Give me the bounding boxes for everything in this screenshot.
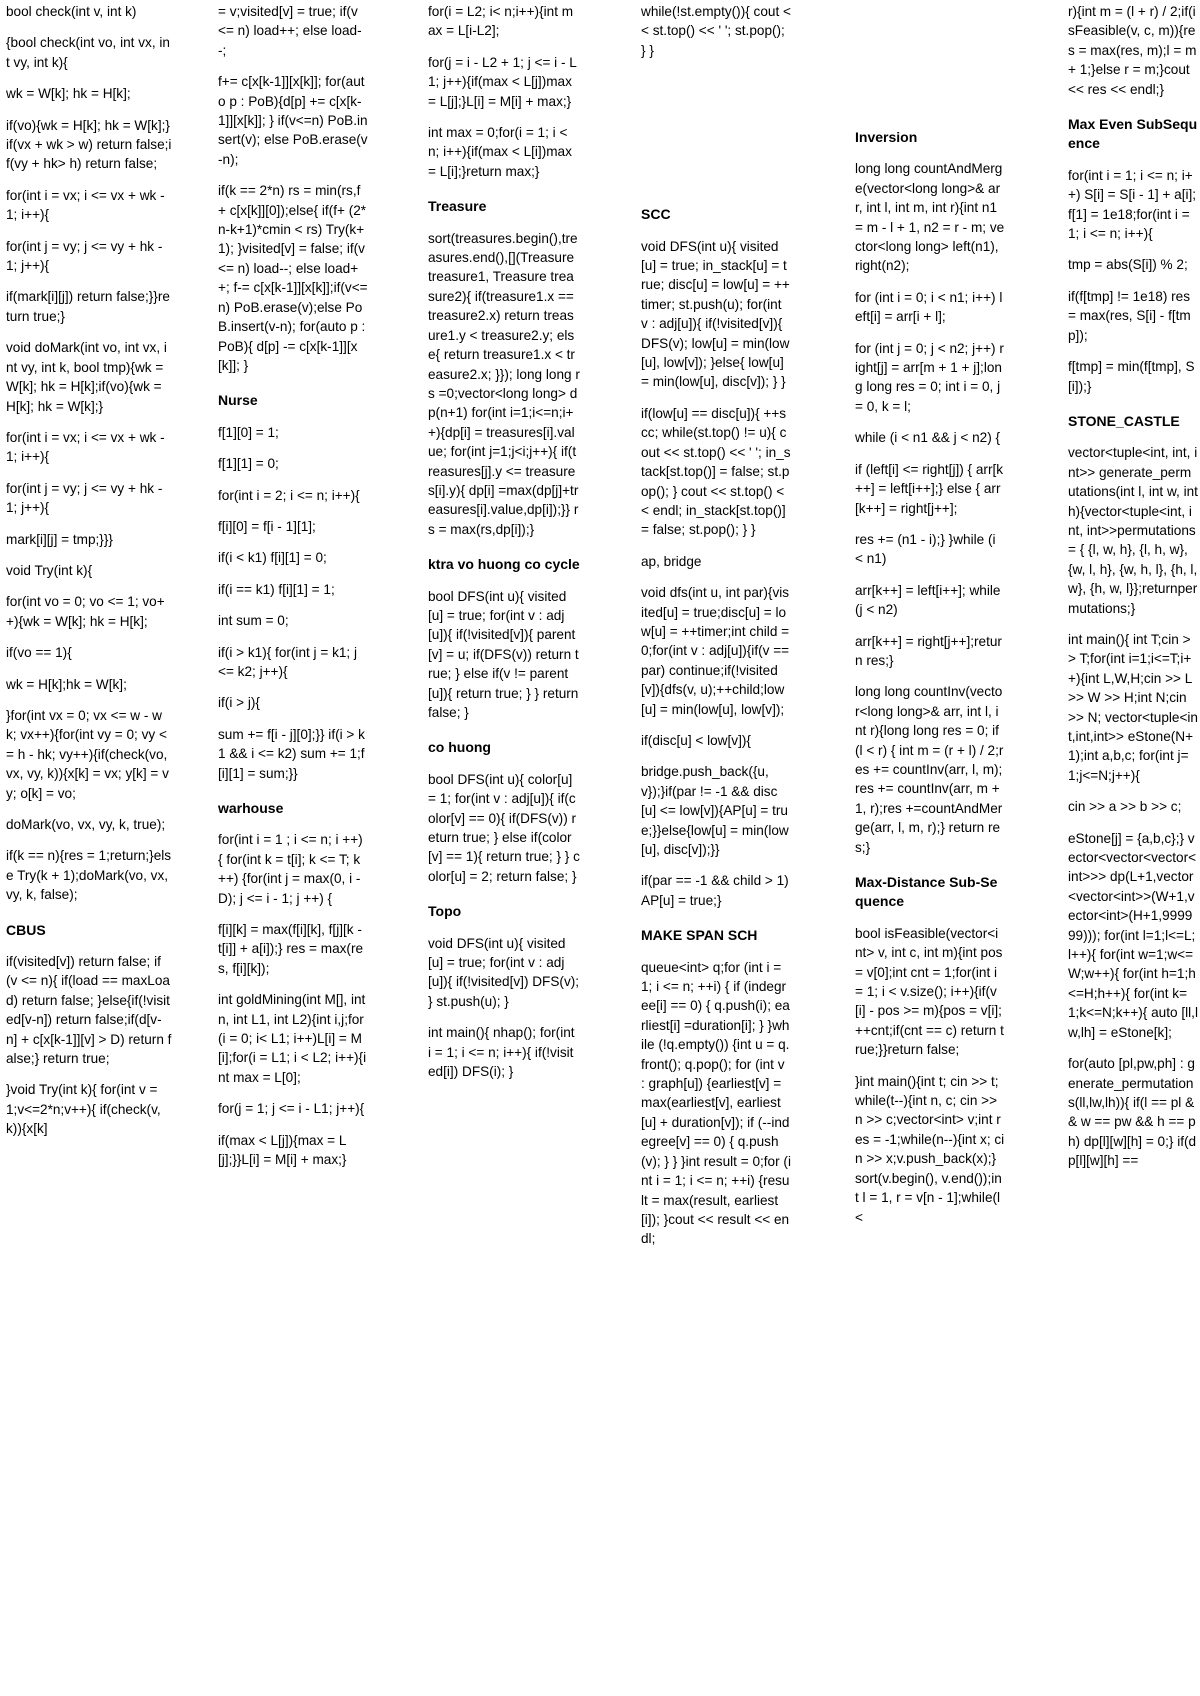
code-paragraph: sort(treasures.begin(),treasures.end(),[](Treasure treasure1, Treasure treasure2){ if(treasure1.x == treasure2.x) return treasure1.y < treasure2.y; else{ return treasure1.x < treasure2.x; }}); long long rs =0;vector<long long> dp(n+1) for(int i=1;i<=n;i++){dp[i] = treasures[i].value; for(int j=1;j<i;j++){ if(treasures[j].y <= treasures[i].y){ dp[i] =max(dp[j]+treasures[i].value,dp[i]);}} rs = max(rs,dp[i]);} [428,230,580,537]
code-paragraph: if(par == -1 && child > 1) AP[u] = true;} [641,873,789,908]
code-paragraph: wk = H[k];hk = W[k]; [6,676,127,692]
section-heading: SCC [641,206,671,223]
code-paragraph: int main(){ nhap(); for(int i = 1; i <= n; i++){ if(!visited[i]) DFS(i); } [428,1025,575,1080]
section-heading: Nurse [218,392,258,409]
section-heading: ktra vo huong co cycle [428,556,580,573]
section-heading: Inversion [855,129,918,145]
code-paragraph: void DFS(int u){ visited[u] = true; in_stack[u] = true; disc[u] = low[u] = ++timer; st.push(u); for(int v : adj[u]){ if(!visited[v]){ DFS(v); low[u] = min(low[u], low[v]); }else{ low[u] = min(low[u], disc[v]); } } [641,238,790,390]
code-paragraph: long long countInv(vector<long long>& arr, int l, int r){long long res = 0; if (l < r) { int m = (r + l) / 2;res += countInv(arr, l, m);res += countInv(arr, m + 1, r);res +=countAndMerge(arr, l, m, r);} return res;} [855,684,1004,855]
code-paragraph: if(i > k1){ for(int j = k1; j <= k2; j++){ [218,644,358,679]
code-paragraph: while (i < n1 && j < n2) { [855,430,1001,446]
code-paragraph: for(int vo = 0; vo <= 1; vo++){wk = W[k]; hk = H[k]; [6,594,165,629]
code-paragraph: for(int i = 2; i <= n; i++){ [218,487,360,503]
code-paragraph: while(!st.empty()){ cout << st.top() << ' '; st.pop(); } } [641,4,791,58]
code-paragraph: }void Try(int k){ for(int v = 1;v<=2*n;v++){ if(check(v,k)){x[k] [6,1082,161,1137]
code-paragraph: int main(){ int T;cin >> T;for(int i=1;i<=T;i++){int L,W,H;cin >> L >> W >> H;int N;cin >> N; vector<tuple<int,int,int>> eStone(N+1);int a,b,c; for(int j=1;j<=N;j++){ [1068,631,1198,783]
code-paragraph: tmp = abs(S[i]) % 2; [1068,257,1188,273]
code-paragraph: if(mark[i][j]) return false;}}return true;} [6,289,170,324]
code-paragraph: wk = W[k]; hk = H[k]; [6,86,131,102]
code-paragraph: bool isFeasible(vector<int> v, int c, int m){int pos = v[0];int cnt = 1;for(int i = 1; i < v.size(); i++){if(v[i] - pos >= m){pos = v[i];++cnt;if(cnt == c) return true;}}return false; [855,925,1004,1058]
code-paragraph: }int main(){int t; cin >> t;while(t--){int n, c; cin >> n >> c;vector<int> v;int res = -1;while(n--){int x; cin >> x;v.push_back(x);} sort(v.begin(), v.end());int l = 1, r = v[n - 1];while(l < [855,1073,1005,1225]
code-paragraph: bridge.push_back({u, v});}if(par != -1 && disc[u] <= low[v]){AP[u] = true;}}else{low[u] = min(low[u], disc[v]);}} [641,764,789,857]
code-paragraph: for(int i = vx; i <= vx + wk - 1; i++){ [6,187,165,223]
code-paragraph: int sum = 0; [218,613,289,629]
code-paragraph: arr[k++] = left[i++]; while (j < n2) [855,582,1001,618]
code-paragraph: for(j = i - L2 + 1; j <= i - L1; j++){if(max < L[j])max = L[j];}L[i] = M[i] + max;} [428,54,577,109]
column-1 [6,2,172,1696]
code-paragraph: r){int m = (l + r) / 2;if(isFeasible(v, c, m)){res = max(res, m);l = m + 1;}else r = m;}cout << res << endl;} [1068,4,1197,97]
column-6 [1068,2,1198,1696]
column-spacer [641,72,791,189]
code-paragraph: {bool check(int vo, int vx, int vy, int k){ [6,35,170,70]
section-heading: STONE_CASTLE [1068,412,1180,429]
code-paragraph: void DFS(int u){ visited[u] = true; for(int v : adj[u]){ if(!visited[v]) DFS(v); } st.push(u); } [428,935,580,1009]
code-paragraph: if(disc[u] < low[v]){ [641,732,751,748]
code-paragraph: res += (n1 - i);} }while (i < n1) [855,531,996,567]
code-paragraph: for(j = 1; j <= i - L1; j++){ [218,1101,365,1117]
code-paragraph: if(i == k1) f[i][1] = 1; [218,581,335,597]
code-paragraph: if(vo == 1){ [6,645,72,661]
code-paragraph: for(int i = 1; i <= n; i++) S[i] = S[i - 1] + a[i];f[1] = 1e18;for(int i = 1; i <= n; i++){ [1068,167,1197,242]
code-paragraph: f[1][1] = 0; [218,456,279,472]
section-heading: warhouse [218,800,284,816]
code-paragraph: ap, bridge [641,553,702,569]
section-heading: Topo [428,903,462,920]
code-paragraph: doMark(vo, vx, vy, k, true); [6,817,166,832]
code-paragraph: eStone[j] = {a,b,c};} vector<vector<vector<int>>> dp(L+1,vector<vector<int>>(W+1,vector<int>(H+1,999999))); for(int l=1;l<=L;l++){ for(int w=1;w<=W;w++){ for(int h=1;h<=H;h++){ for(int k=1;k<=N;k++){ auto [ll,lw,lh] = eStone[k]; [1068,830,1198,1040]
code-paragraph: if(low[u] == disc[u]){ ++scc; while(st.top() != u){ cout << st.top() << ' '; in_stack[st.top()] = false; st.pop(); } cout << st.top() << endl; in_stack[st.top()] = false; st.pop(); } } [641,405,791,538]
column-2 [218,2,368,1696]
code-paragraph: if(k == n){res = 1;return;}else Try(k + 1);doMark(vo, vx, vy, k, false); [6,848,172,903]
code-paragraph: long long countAndMerge(vector<long long>& arr, int l, int m, int r){int n1 = m - l + 1, n2 = r - m; vector<long long> left(n1), right(n2); [855,161,1005,274]
code-paragraph: for (int j = 0; j < n2; j++) right[j] = arr[m + 1 + j];long long res = 0; int i = 0, j = 0, k = l; [855,340,1004,414]
code-paragraph: bool check(int v, int k) [6,4,137,19]
code-paragraph: f+= c[x[k-1]][x[k]]; for(auto p : PoB){d[p] += c[x[k-1]][x[k]]; } if(v<=n) PoB.insert(v); else PoB.erase(v-n); [218,74,368,167]
code-paragraph: void Try(int k){ [6,562,93,578]
code-paragraph: sum += f[i - j][0];}} if(i > k1 && i <= k2) sum += 1;f[i][1] = sum;}} [218,726,365,781]
code-paragraph: for (int i = 0; i < n1; i++) left[i] = arr[i + l]; [855,289,1003,325]
code-paragraph: for(i = L2; i< n;i++){int max = L[i-L2]; [428,4,574,39]
code-paragraph: for(int j = vy; j <= vy + hk - 1; j++){ [6,480,163,516]
code-paragraph: f[i][0] = f[i - 1][1]; [218,518,316,534]
code-paragraph: if(f[tmp] != 1e18) res = max(res, S[i] - f[tmp]); [1068,288,1191,343]
code-paragraph: if(visited[v]) return false; if(v <= n){ if(load == maxLoad) return false; }else{if(!visited[v-n]) return false;if(d[v-n] + c[x[k-1]][v] > D) return false;} return true; [6,954,172,1067]
code-paragraph: if(vo){wk = H[k]; hk = W[k];}if(vx + wk > w) return false;if(vy + hk> h) return false; [6,117,172,172]
code-paragraph: if (left[i] <= right[j]) { arr[k++] = left[i++];} else { arr[k++] = right[j++]; [855,461,1004,516]
code-paragraph: for(int i = vx; i <= vx + wk - 1; i++){ [6,429,165,465]
code-paragraph: f[1][0] = 1; [218,424,279,440]
code-paragraph: bool DFS(int u){ color[u] = 1; for(int v : adj[u]){ if(color[v] == 0){ if(DFS(v)) return true; } else if(color[v] == 1){ return true; } } color[u] = 2; return false; } [428,771,580,884]
code-paragraph: if(k == 2*n) rs = min(rs,f + c[x[k]][0]);else{ if(f+ (2*n-k+1)*cmin < rs) Try(k+1); }visited[v] = false; if(v <= n) load--; else load++; f-= c[x[k-1]][x[k]];if(v<=n) PoB.erase(v);else PoB.insert(v-n); for(auto p : PoB){ d[p] -= c[x[k-1]][x[k]]; } [218,183,368,373]
section-heading: CBUS [6,921,46,938]
column-4 [641,2,791,1696]
code-paragraph: mark[i][j] = tmp;}}} [6,531,113,547]
code-paragraph: }for(int vx = 0; vx <= w - wk; vx++){for(int vy = 0; vy <= h - hk; vy++){if(check(vo, vx, vy, k)){x[k] = vx; y[k] = vy; o[k] = vo; [6,707,169,801]
column-spacer [855,2,1005,112]
section-heading: MAKE SPAN SCH [641,927,758,944]
code-paragraph: if(max < L[j]){max = L[j];}}L[i] = M[i] + max;} [218,1132,347,1168]
code-paragraph: int goldMining(int M[], int n, int L1, int L2){int i,j;for(i = 0; i< L1; i++)L[i] = M[i];for(i = L1; i < L2; i++){int max = L[0]; [218,992,367,1085]
code-paragraph: vector<tuple<int, int, int>> generate_permutations(int l, int w, int h){vector<tuple<int, int, int>>permutations = { {l, w, h}, {l, h, w}, {w, l, h}, {w, h, l}, {h, l, w}, {h, w, l}};returnpermutations;} [1068,445,1198,616]
code-paragraph: void dfs(int u, int par){visited[u] = true;disc[u] = low[u] = ++timer;int child = 0;for(int v : adj[u]){if(v == par) continue;if(!visited[v]){dfs(v, u);++child;low[u] = min(low[u], low[v]); [641,585,790,717]
code-paragraph: for(int i = 1 ; i <= n; i ++) { for(int k = t[i]; k <= T; k++) {for(int j = max(0, i - D); j <= i - 1; j ++) { [218,832,363,906]
column-3 [428,2,580,1696]
code-paragraph: void doMark(int vo, int vx, int vy, int k, bool tmp){wk = W[k]; hk = H[k];if(vo){wk = H[k]; hk = W[k];} [6,340,167,414]
code-paragraph: for(auto [pl,pw,ph] : generate_permutations(ll,lw,lh)){ if(l == pl && w == pw && h == ph) dp[l][w][h] = 0;} if(dp[l][w][h] == [1068,1056,1197,1169]
code-paragraph: f[tmp] = min(f[tmp], S[i]);} [1068,359,1195,394]
code-paragraph: int max = 0;for(i = 1; i < n; i++){if(max < L[i])max = L[i];}return max;} [428,125,572,179]
column-5 [855,2,1005,1696]
code-paragraph: queue<int> q;for (int i = 1; i <= n; ++i) { if (indegree[i] == 0) { q.push(i); earliest[i] =duration[i]; } }while (!q.empty()) {int u = q.front(); q.pop(); for (int v : graph[u]) {earliest[v] = max(earliest[v], earliest[u] + duration[v]); if (--indegree[v] == 0) { q.push(v); } } }int result = 0;for (int i = 1; i <= n; ++i) {result = max(result, earliest[i]); }cout << result << endl; [641,959,791,1247]
code-paragraph: bool DFS(int u){ visited[u] = true; for(int v : adj[u]){ if(!visited[v]){ parent[v] = u; if(DFS(v)) return true; } else if(v != parent[u]){ return true; } } return false; } [428,588,579,720]
code-paragraph: f[i][k] = max(f[i][k], f[j][k - t[i]] + a[i]);} res = max(res, f[i][k]); [218,922,364,976]
code-paragraph: for(int j = vy; j <= vy + hk - 1; j++){ [6,238,163,274]
code-paragraph: cin >> a >> b >> c; [1068,799,1182,815]
section-heading: co huong [428,739,491,756]
code-paragraph: if(i < k1) f[i][1] = 0; [218,550,327,566]
section-heading: Max-Distance Sub-Sequence [855,874,998,910]
code-paragraph: = v;visited[v] = true; if(v <= n) load++; else load--; [218,4,362,58]
section-heading: Max Even SubSequence [1068,116,1198,152]
code-paragraph: if(i > j){ [218,695,260,711]
code-paragraph: arr[k++] = right[j++];return res;} [855,633,1002,668]
section-heading: Treasure [428,198,487,215]
